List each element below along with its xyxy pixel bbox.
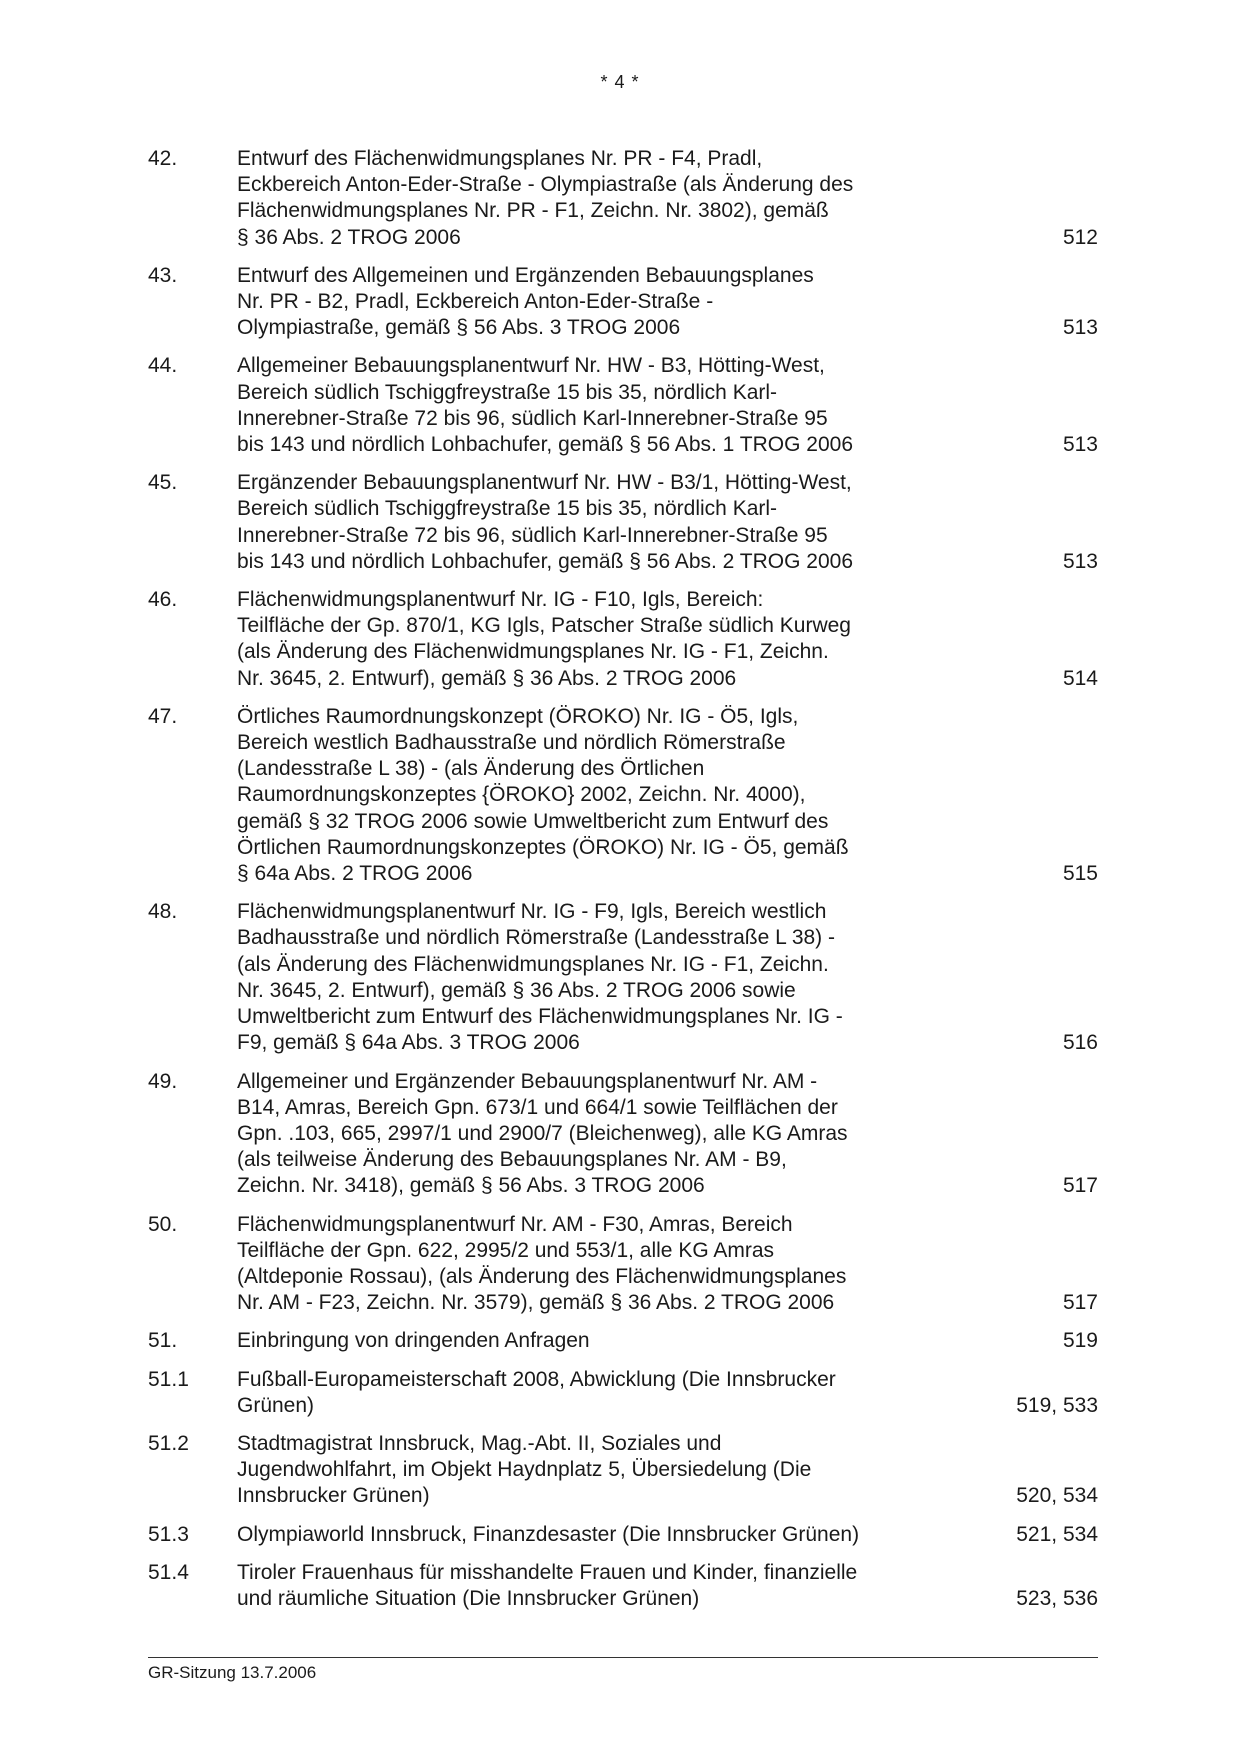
- item-text: Allgemeiner Bebauungsplanentwurf Nr. HW - B3, Hötting-West, Bereich südlich Tschiggfreystraße 15 bis 35, nördlich Karl- Innerebner-Straße 72 bis 96, südlich Karl-Innerebner-Straße 95 bis 143 und nördlich Lohbachufer, gemäß § 56 Abs. 1 TROG 2006: [237, 354, 854, 457]
- agenda-item: [148, 587, 1098, 692]
- agenda-list: [148, 146, 1098, 1624]
- item-number: 51.2: [148, 1431, 189, 1455]
- item-number: 42.: [148, 147, 178, 170]
- item-text: Entwurf des Allgemeinen und Ergänzenden Bebauungsplanes Nr. PR - B2, Pradl, Eckbereich Anton-Eder-Straße - Olympiastraße, gemäß § 56 Abs. 3 TROG 2006: [237, 263, 814, 340]
- item-number: 51.4: [148, 1560, 189, 1584]
- item-page: 519: [1062, 1329, 1098, 1353]
- item-page: 513: [1062, 316, 1098, 340]
- page-number: * 4 *: [600, 72, 640, 92]
- agenda-item: [148, 704, 1098, 887]
- item-number: 46.: [148, 588, 178, 612]
- item-text: Flächenwidmungsplanentwurf Nr. IG - F9, Igls, Bereich westlich Badhausstraße und nördlich Römerstraße (Landesstraße L 38) - (als Änderung des Flächenwidmungsplanes Nr. IG - F1, Zeichn. Nr. 3645, 2. Entwurf), gemäß § 36 Abs. 2 TROG 2006 sowie Umweltbericht zum Entwurf des Flächenwidmungsplanes Nr. IG - F9, gemäß § 64a Abs. 3 TROG 2006: [237, 900, 843, 1055]
- agenda-item: [148, 1431, 1098, 1510]
- agenda-item: [148, 1069, 1098, 1200]
- item-text: Ergänzender Bebauungsplanentwurf Nr. HW - B3/1, Hötting-West, Bereich südlich Tschiggfreystraße 15 bis 35, nördlich Karl- Innerebner-Straße 72 bis 96, südlich Karl-Innerebner-Straße 95 bis 143 und nördlich Lohbachufer, gemäß § 56 Abs. 2 TROG 2006: [237, 471, 854, 573]
- footer-divider: [148, 1657, 1098, 1658]
- item-text: Stadtmagistrat Innsbruck, Mag.-Abt. II, Soziales und Jugendwohlfahrt, im Objekt Haydnplatz 5, Übersiedelung (Die Innsbrucker Grünen): [237, 1431, 812, 1508]
- item-number: 49.: [148, 1069, 178, 1093]
- item-number: 45.: [148, 471, 178, 495]
- item-number: 47.: [148, 704, 178, 728]
- item-page: 517: [1062, 1291, 1098, 1315]
- item-page: 521, 534: [1016, 1522, 1098, 1546]
- item-page: 513: [1062, 549, 1098, 573]
- item-number: 44.: [148, 354, 178, 378]
- item-text: Flächenwidmungsplanentwurf Nr. IG - F10, Igls, Bereich: Teilfläche der Gp. 870/1, KG Igls, Patscher Straße südlich Kurweg (als Änderung des Flächenwidmungsplanes Nr. IG - F1, Zeichn. Nr. 3645, 2. Entwurf), gemäß § 36 Abs. 2 TROG 2006: [237, 588, 851, 690]
- agenda-item: [148, 263, 1098, 342]
- agenda-item: [148, 470, 1098, 575]
- agenda-item: [148, 899, 1098, 1056]
- item-page: 513: [1062, 433, 1098, 457]
- item-text: Entwurf des Flächenwidmungsplanes Nr. PR - F4, Pradl, Eckbereich Anton-Eder-Straße - Olympiastraße (als Änderung des Flächenwidmungsplanes Nr. PR - F1, Zeichn. Nr. 3802), gemäß § 36 Abs. 2 TROG 2006: [237, 147, 854, 249]
- footer-text: GR-Sitzung 13.7.2006: [148, 1663, 317, 1682]
- item-text: Olympiaworld Innsbruck, Finanzdesaster (Die Innsbrucker Grünen): [237, 1522, 860, 1546]
- agenda-item: [148, 1212, 1098, 1317]
- agenda-item: [148, 1328, 1098, 1354]
- item-page: 520, 534: [1016, 1484, 1098, 1508]
- item-text: Flächenwidmungsplanentwurf Nr. AM - F30, Amras, Bereich Teilfläche der Gpn. 622, 2995/2 und 553/1, alle KG Amras (Altdeponie Rossau), (als Änderung des Flächenwidmungsplanes Nr. AM - F23, Zeichn. Nr. 3579), gemäß § 36 Abs. 2 TROG 2006: [237, 1212, 847, 1315]
- item-number: 50.: [148, 1212, 178, 1236]
- item-text: Allgemeiner und Ergänzender Bebauungsplanentwurf Nr. AM - B14, Amras, Bereich Gpn. 673/1 und 664/1 sowie Teilflächen der Gpn. .103, 665, 2997/1 und 2900/7 (Bleichenweg), alle KG Amras (als teilweise Änderung des Bebauungsplanes Nr. AM - B9, Zeichn. Nr. 3418), gemäß § 56 Abs. 3 TROG 2006: [237, 1069, 848, 1198]
- item-text: Fußball-Europameisterschaft 2008, Abwicklung (Die Innsbrucker Grünen): [237, 1367, 836, 1417]
- agenda-item: [148, 1367, 1098, 1419]
- item-page: 514: [1062, 666, 1098, 690]
- item-number: 51.3: [148, 1522, 189, 1546]
- agenda-item: [148, 146, 1098, 251]
- item-number: 51.1: [148, 1367, 189, 1391]
- agenda-item: [148, 1560, 1098, 1612]
- item-text: Örtliches Raumordnungskonzept (ÖROKO) Nr. IG - Ö5, Igls, Bereich westlich Badhausstraße und nördlich Römerstraße (Landesstraße L 38) - (als Änderung des Örtlichen Raumordnungskonzeptes {ÖROKO} 2002, Zeichn. Nr. 4000), gemäß § 32 TROG 2006 sowie Umweltbericht zum Entwurf des Örtlichen Raumordnungskonzeptes (ÖROKO) Nr. IG - Ö5, gemäß § 64a Abs. 2 TROG 2006: [237, 704, 849, 886]
- item-number: 48.: [148, 900, 178, 924]
- item-page: 516: [1062, 1031, 1098, 1055]
- item-text: Tiroler Frauenhaus für misshandelte Frauen und Kinder, finanzielle und räumliche Situation (Die Innsbrucker Grünen): [237, 1560, 858, 1610]
- agenda-item: [148, 1522, 1098, 1548]
- item-number: 51.: [148, 1329, 178, 1353]
- item-page: 515: [1062, 862, 1098, 886]
- item-page: 517: [1062, 1174, 1098, 1198]
- item-text: Einbringung von dringenden Anfragen: [237, 1329, 590, 1353]
- item-page: 519, 533: [1016, 1393, 1098, 1417]
- item-number: 43.: [148, 263, 178, 287]
- item-page: 523, 536: [1016, 1586, 1098, 1610]
- item-page: 512: [1062, 225, 1098, 249]
- agenda-item: [148, 353, 1098, 458]
